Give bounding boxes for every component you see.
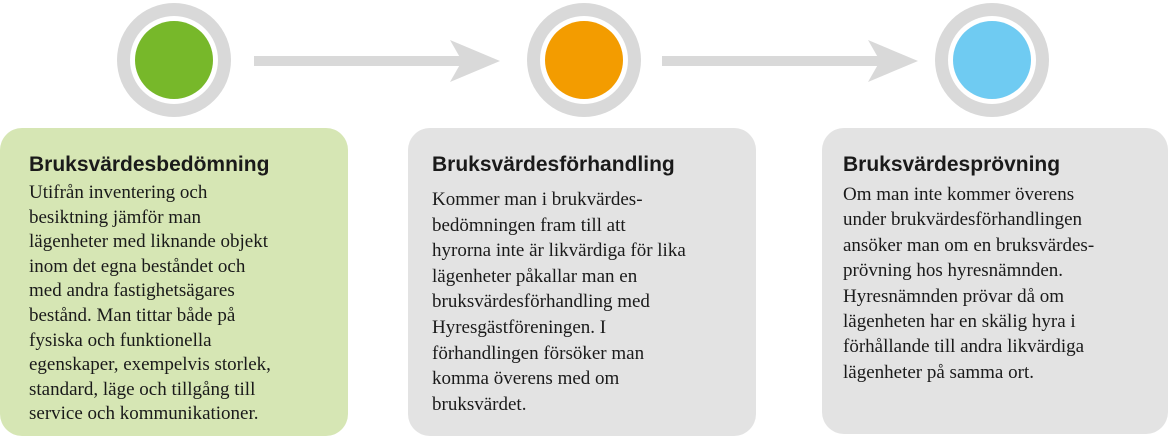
step-1-text: Utifrån inventering och besiktning jämför man lägenheter med liknande objekt inom det egna beståndet och med andra fastighetsägares bestånd. Man tittar både på fysiska och funktionella egenskaper, exempelvis storlek, standard, läge och tillgång till service och kommunikationer. — [29, 182, 271, 425]
arrow-1-to-2 — [254, 40, 500, 82]
step-2-title: Bruksvärdesförhandling — [432, 153, 675, 176]
step-3-circle — [935, 3, 1049, 117]
step-2-card — [408, 128, 756, 436]
step-3-dot — [953, 21, 1031, 99]
step-1-dot — [135, 21, 213, 99]
arrow-2-to-3 — [662, 40, 918, 82]
step-3-card — [822, 128, 1168, 434]
step-2-circle — [527, 3, 641, 117]
step-3-title: Bruksvärdesprövning — [843, 153, 1061, 176]
step-1-circle — [117, 3, 231, 117]
step-1-card — [0, 128, 348, 436]
step-2-dot — [545, 21, 623, 99]
step-1-title: Bruksvärdesbedömning — [29, 153, 270, 176]
step-2-text: Kommer man i brukvärdes- bedömningen fram till att hyrorna inte är likvärdiga för lika lägenheter påkallar man en bruksvärdesförhandling med Hyresgästföreningen. I förhandlingen försöker man komma överens med om bruksvärdet. — [432, 189, 686, 415]
step-3-text: Om man inte kommer överens under brukvärdesförhandlingen ansöker man om en bruksvärdes- prövning hos hyresnämnden. Hyresnämnden prövar då om lägenheten har en skälig hyra i förhållande till andra likvärdiga lägenheter på samma ort. — [843, 184, 1095, 383]
